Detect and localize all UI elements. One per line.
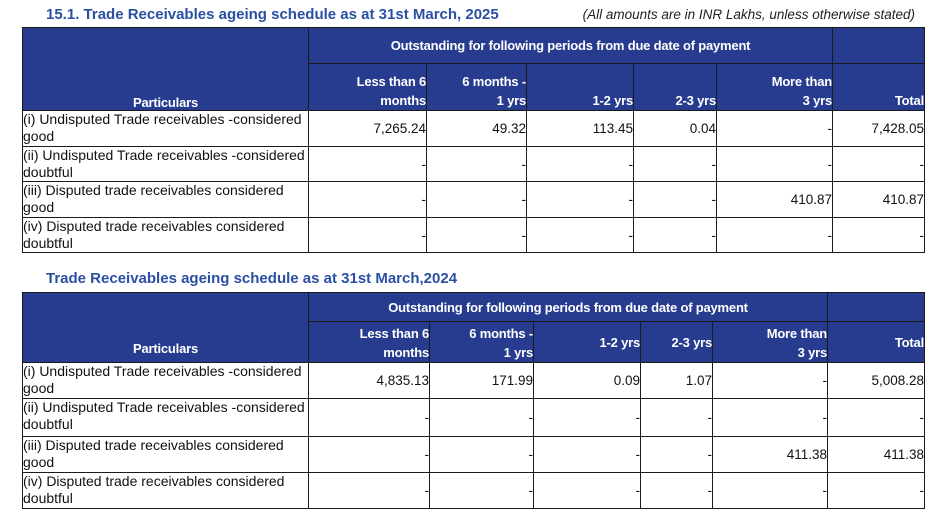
cell-6-months-1-yr: - (427, 218, 527, 253)
cell-more-than-3-yrs: - (713, 473, 828, 509)
ageing-table-2024 (22, 292, 925, 509)
cell-total: - (828, 399, 925, 437)
cell-more-than-3-yrs: - (713, 399, 828, 437)
row-label: (iii) Disputed trade receivables considered good (23, 437, 309, 473)
cell-less-than-6-months: - (309, 399, 430, 437)
cell-more-than-3-yrs: - (717, 218, 833, 253)
cell-6-months-1-yr: 171.99 (430, 363, 534, 399)
table-2024-title: Trade Receivables ageing schedule as at 31st March,2024 (46, 270, 458, 287)
cell-1-2-yrs: 113.45 (527, 111, 634, 147)
col-header-more-than-3-yrs: More than 3 yrs (717, 64, 833, 111)
cell-2-3-yrs: 0.04 (634, 111, 717, 147)
particulars-header: Particulars (23, 28, 309, 111)
cell-6-months-1-yr: - (430, 399, 534, 437)
cell-less-than-6-months: - (309, 182, 427, 218)
outstanding-periods-header: Outstanding for following periods from due date of payment (309, 28, 833, 64)
row-label: (iv) Disputed trade receivables considered doubtful (23, 218, 309, 253)
col-header-6-months-1-yr: 6 months - 1 yrs (430, 322, 534, 363)
cell-2-3-yrs: - (634, 218, 717, 253)
col-header-2-3-yrs: 2-3 yrs (641, 322, 713, 363)
cell-more-than-3-yrs: - (717, 147, 833, 182)
outstanding-periods-header: Outstanding for following periods from due date of payment (309, 293, 828, 322)
col-header-1-2-yrs: 1-2 yrs (534, 322, 641, 363)
cell-6-months-1-yr: 49.32 (427, 111, 527, 147)
cell-1-2-yrs: - (534, 473, 641, 509)
particulars-header: Particulars (23, 293, 309, 363)
cell-1-2-yrs: - (534, 437, 641, 473)
cell-total: 7,428.05 (833, 111, 925, 147)
cell-1-2-yrs: 0.09 (534, 363, 641, 399)
table-row (23, 218, 925, 253)
col-header-total: Total (833, 64, 925, 111)
col-header-2-3-yrs: 2-3 yrs (634, 64, 717, 111)
table-row (23, 473, 925, 509)
amounts-note: (All amounts are in INR Lakhs, unless otherwise stated) (582, 7, 915, 22)
table-row (23, 437, 925, 473)
table-row (23, 111, 925, 147)
cell-less-than-6-months: 7,265.24 (309, 111, 427, 147)
cell-2-3-yrs: - (641, 437, 713, 473)
row-label: (iii) Disputed trade receivables considered good (23, 182, 309, 218)
cell-2-3-yrs: 1.07 (641, 363, 713, 399)
cell-more-than-3-yrs: - (717, 111, 833, 147)
row-label: (iv) Disputed trade receivables considered doubtful (23, 473, 309, 509)
row-label: (i) Undisputed Trade receivables -considered good (23, 111, 309, 147)
cell-total: 411.38 (828, 437, 925, 473)
table-row (23, 399, 925, 437)
cell-total: - (828, 473, 925, 509)
cell-less-than-6-months: - (309, 437, 430, 473)
row-label: (i) Undisputed Trade receivables -considered good (23, 363, 309, 399)
cell-total: - (833, 218, 925, 253)
ageing-table-2025 (22, 27, 925, 253)
cell-2-3-yrs: - (634, 147, 717, 182)
table-2025-title: 15.1. Trade Receivables ageing schedule as at 31st March, 2025 (46, 6, 499, 23)
row-label: (ii) Undisputed Trade receivables -considered doubtful (23, 399, 309, 437)
cell-1-2-yrs: - (527, 218, 634, 253)
col-header-less-than-6-months: Less than 6 months (309, 322, 430, 363)
cell-total: 410.87 (833, 182, 925, 218)
cell-6-months-1-yr: - (430, 437, 534, 473)
cell-total: 5,008.28 (828, 363, 925, 399)
cell-less-than-6-months: - (309, 147, 427, 182)
cell-6-months-1-yr: - (427, 147, 527, 182)
cell-less-than-6-months: - (309, 473, 430, 509)
cell-more-than-3-yrs: 411.38 (713, 437, 828, 473)
header-blank-cell (833, 28, 925, 64)
table-row (23, 182, 925, 218)
table-row (23, 147, 925, 182)
col-header-less-than-6-months: Less than 6 months (309, 64, 427, 111)
header-blank-cell (828, 293, 925, 322)
cell-1-2-yrs: - (527, 182, 634, 218)
col-header-1-2-yrs: 1-2 yrs (527, 64, 634, 111)
cell-2-3-yrs: - (634, 182, 717, 218)
col-header-6-months-1-yr: 6 months - 1 yrs (427, 64, 527, 111)
cell-1-2-yrs: - (527, 147, 634, 182)
cell-2-3-yrs: - (641, 399, 713, 437)
cell-total: - (833, 147, 925, 182)
cell-1-2-yrs: - (534, 399, 641, 437)
row-label: (ii) Undisputed Trade receivables -considered doubtful (23, 147, 309, 182)
cell-less-than-6-months: - (309, 218, 427, 253)
col-header-total: Total (828, 322, 925, 363)
table-row (23, 363, 925, 399)
cell-6-months-1-yr: - (427, 182, 527, 218)
col-header-more-than-3-yrs: More than 3 yrs (713, 322, 828, 363)
cell-less-than-6-months: 4,835.13 (309, 363, 430, 399)
cell-more-than-3-yrs: 410.87 (717, 182, 833, 218)
cell-more-than-3-yrs: - (713, 363, 828, 399)
cell-6-months-1-yr: - (430, 473, 534, 509)
cell-2-3-yrs: - (641, 473, 713, 509)
